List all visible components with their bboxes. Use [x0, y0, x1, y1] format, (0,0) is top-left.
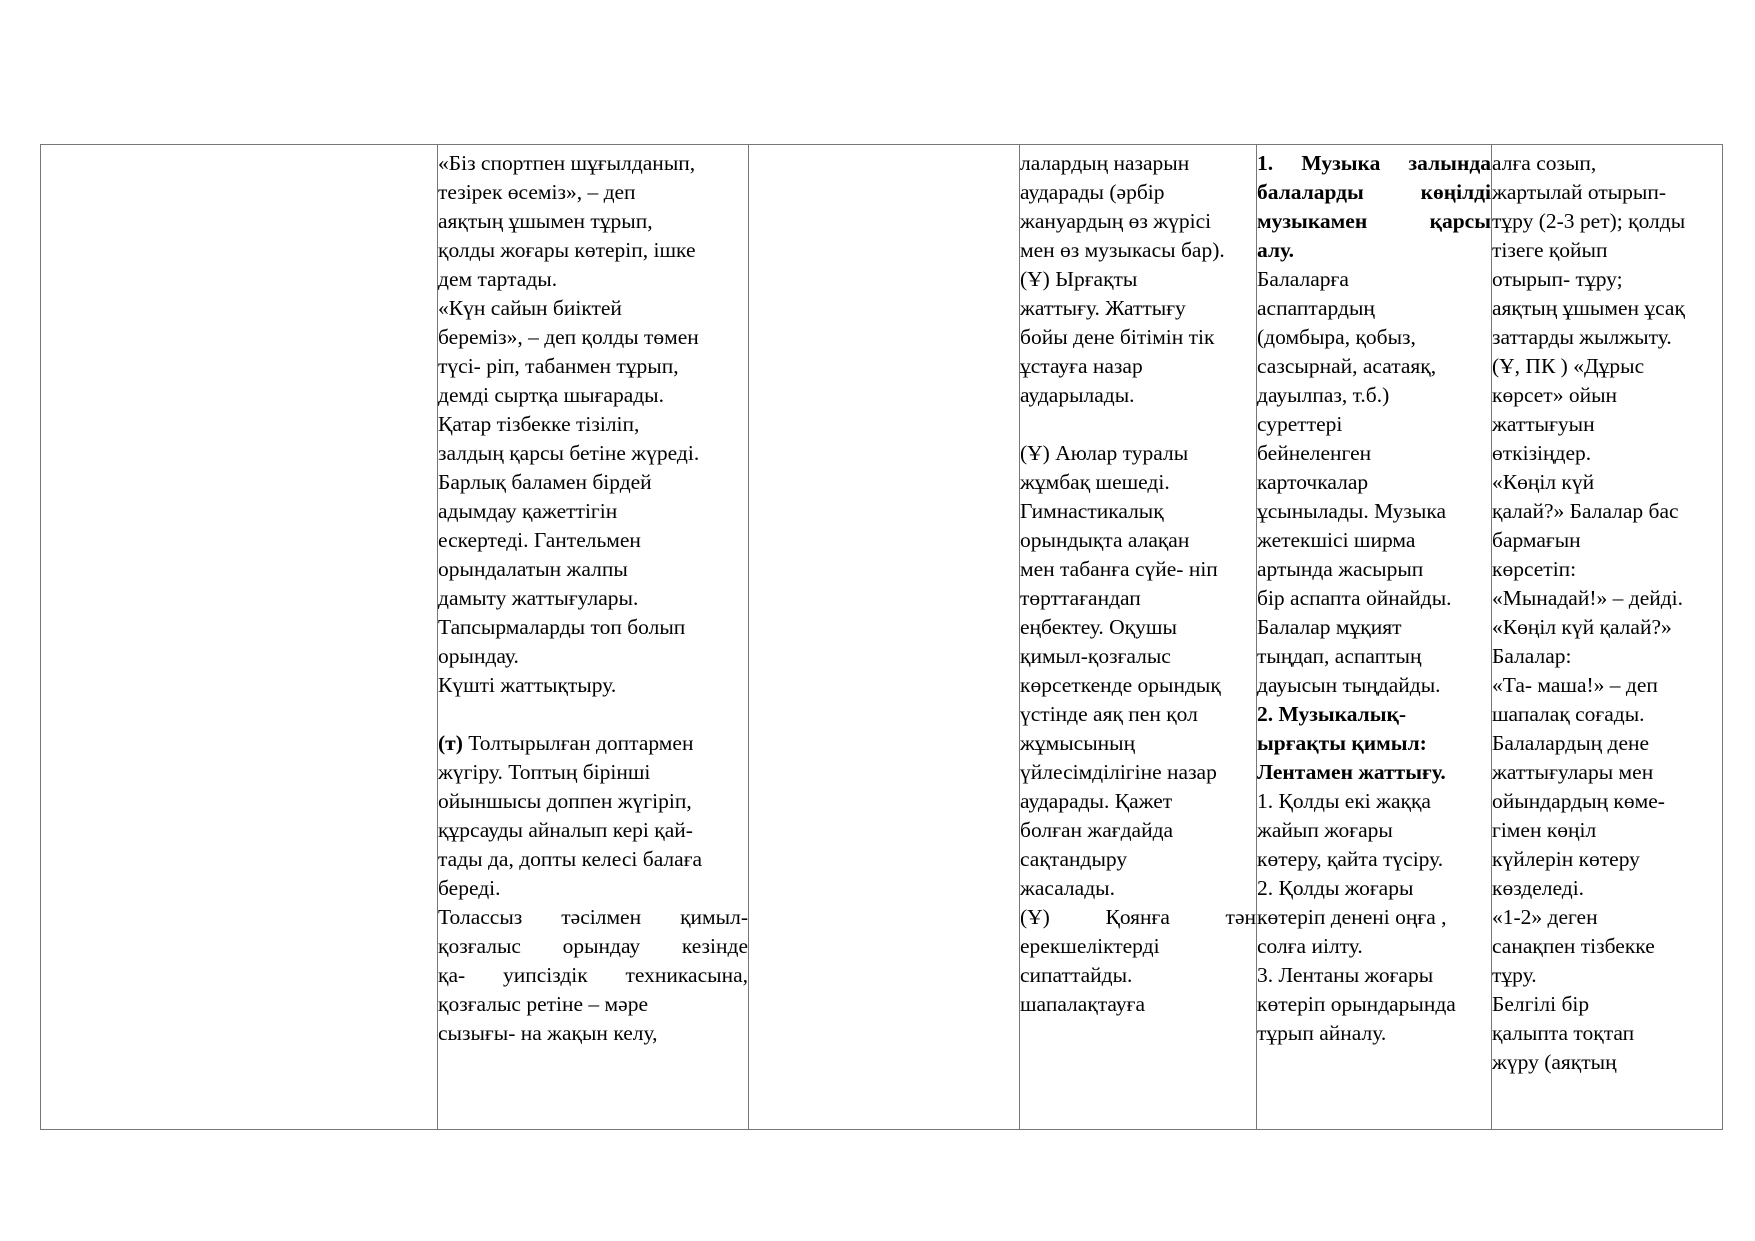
text-line [1257, 265, 1491, 294]
text-line [1492, 323, 1722, 352]
line-text: қолды жоғары көтеріп, ішке [438, 238, 696, 262]
line-text: Қатар тізбекке тізіліп, [438, 412, 640, 436]
text-line [1492, 816, 1722, 845]
line-text: (Ұ, ПК ) «Дұрыс [1492, 354, 1645, 378]
text-line [1257, 787, 1491, 816]
text-line [1257, 700, 1491, 729]
line-text: күйлерін көтеру [1492, 847, 1640, 871]
lesson-plan-table [40, 144, 1723, 1130]
text-line [1257, 468, 1491, 497]
text-line [438, 961, 748, 990]
text-line [1257, 874, 1491, 903]
text-line [1492, 845, 1722, 874]
text-line [1257, 584, 1491, 613]
text-line [1492, 961, 1722, 990]
text-line [1257, 990, 1491, 1019]
text-line [438, 729, 748, 758]
text-line [438, 352, 748, 381]
line-text: санақпен тізбекке [1492, 934, 1655, 958]
text-line [1257, 352, 1491, 381]
table-cell-col5 [1257, 145, 1492, 1130]
line-text: 1. Қолды екі жаққа [1257, 789, 1431, 813]
table-cell-col1 [41, 145, 438, 1130]
line-text: үйлесімділігіне назар [1020, 760, 1217, 784]
text-line [1020, 294, 1256, 323]
line-text: солға иілту. [1257, 934, 1363, 958]
line-text: «1-2» деген [1492, 905, 1598, 929]
line-text: «Көңіл күй [1492, 470, 1595, 494]
line-text: жұмбақ шешеді. [1020, 470, 1170, 494]
text-line [438, 613, 748, 642]
bold-text: 2. Музыкалық- [1257, 702, 1407, 726]
line-text: аударады (әрбір [1020, 180, 1165, 204]
bold-text: Лентамен жаттығу. [1257, 760, 1446, 784]
line-text: көрсеткенде орындық [1020, 673, 1221, 697]
text-line [1492, 1048, 1722, 1077]
text-line [1020, 961, 1256, 990]
text-line [1492, 526, 1722, 555]
line-text: артында жасырып [1257, 557, 1424, 581]
text-line [1492, 149, 1722, 178]
text-line [1020, 932, 1256, 961]
text-line [438, 410, 748, 439]
text-line [438, 294, 748, 323]
line-text: демді сыртқа шығарады. [438, 383, 665, 407]
text-line [1257, 903, 1491, 932]
text-line [1492, 236, 1722, 265]
line-text: ойындардың көме- [1492, 789, 1665, 813]
line-text: Белгілі бір [1492, 992, 1590, 1016]
text-line [438, 845, 748, 874]
text-line [1492, 787, 1722, 816]
text-line [1492, 1019, 1722, 1048]
line-text: аяқтың ұшымен ұсақ [1492, 296, 1685, 320]
line-text: Балалар мұқият [1257, 615, 1402, 639]
line-text: шапалақ соғады. [1492, 702, 1645, 726]
text-line [438, 1019, 748, 1048]
text-line [438, 787, 748, 816]
text-line [1257, 671, 1491, 700]
line-text: «Біз спортпен шұғылданып, [438, 151, 696, 175]
line-text: 3. Лентаны жоғары [1257, 963, 1434, 987]
text-line [1492, 468, 1722, 497]
line-text: қалыпта тоқтап [1492, 1021, 1635, 1045]
text-line [1257, 497, 1491, 526]
line-text: тұру (2-3 рет); қолды [1492, 209, 1686, 233]
table-cell-col2 [438, 145, 749, 1130]
line-text: «Көңіл күй қалай?» [1492, 615, 1672, 639]
text-line [1257, 961, 1491, 990]
text-line [438, 207, 748, 236]
line-text: жаттығуын [1492, 412, 1595, 436]
text-line [1020, 990, 1256, 1019]
line-text: Толтырылған доптармен [462, 731, 694, 755]
line-text: сазсырнай, асатаяқ, [1257, 354, 1437, 378]
line-text: «Та- маша!» – деп [1492, 673, 1658, 697]
line-text: төрттағандап [1020, 586, 1141, 610]
line-text: (Ұ) Аюлар туралы [1020, 441, 1189, 465]
text-line [1257, 613, 1491, 642]
line-text: тізеге қойып [1492, 238, 1608, 262]
text-line [1257, 178, 1491, 207]
text-line [1492, 381, 1722, 410]
text-line [1257, 845, 1491, 874]
line-text: Күшті жаттықтыру. [438, 673, 617, 697]
line-text: мен өз музыкасы бар). [1020, 238, 1225, 262]
text-line [1492, 932, 1722, 961]
line-text: бейнеленген [1257, 441, 1372, 465]
line-text: Толассыз тәсілмен қимыл- [438, 905, 748, 929]
line-text: жайып жоғары [1257, 818, 1393, 842]
text-line [438, 816, 748, 845]
text-line [1020, 352, 1256, 381]
text-line [1020, 816, 1256, 845]
text-line [1257, 555, 1491, 584]
line-text: көрсет» ойын [1492, 383, 1618, 407]
line-text: түсі- ріп, табанмен тұрып, [438, 354, 679, 378]
text-line [1020, 497, 1256, 526]
blank-line [438, 700, 748, 729]
text-line [438, 439, 748, 468]
line-text: көтеріп орындарында [1257, 992, 1456, 1016]
text-line [1492, 990, 1722, 1019]
text-line [1020, 729, 1256, 758]
text-line [438, 497, 748, 526]
line-text: жұмысының [1020, 731, 1136, 755]
text-line [1257, 207, 1491, 236]
line-text: дем тартады. [438, 267, 558, 291]
text-line [1492, 903, 1722, 932]
text-line [1257, 323, 1491, 352]
line-text: қалай?» Балалар бас [1492, 499, 1679, 523]
text-line [438, 265, 748, 294]
line-text: қа- уипсіздік техникасына, [438, 963, 748, 987]
line-text: алға созып, [1492, 151, 1597, 175]
text-line [1257, 294, 1491, 323]
text-line [438, 555, 748, 584]
text-line [1492, 729, 1722, 758]
line-text: Гимнастикалық [1020, 499, 1164, 523]
line-text: жартылай отырып- [1492, 180, 1667, 204]
line-text: (Ұ) Ырғақты [1020, 267, 1138, 291]
line-text: дауылпаз, т.б.) [1257, 383, 1390, 407]
line-text: өткізіңдер. [1492, 441, 1592, 465]
text-line [1020, 613, 1256, 642]
text-line [1492, 410, 1722, 439]
line-text: қозғалыс орындау кезінде [438, 934, 748, 958]
text-line [438, 149, 748, 178]
text-line [1257, 729, 1491, 758]
line-text: Балалар: [1492, 644, 1572, 668]
line-text: орындалатын жалпы [438, 557, 628, 581]
text-line [1020, 700, 1256, 729]
line-text: лалардың назарын [1020, 151, 1190, 175]
text-line [1020, 787, 1256, 816]
line-text: береді. [438, 876, 501, 900]
line-text: ойыншысы доппен жүгіріп, [438, 789, 692, 813]
text-line [1492, 497, 1722, 526]
bold-text: музыкамен қарсы [1257, 209, 1491, 233]
text-line [1020, 178, 1256, 207]
line-text: ерекшеліктерді [1020, 934, 1160, 958]
text-line [1257, 149, 1491, 178]
line-text: болған жағдайда [1020, 818, 1174, 842]
text-line [438, 874, 748, 903]
text-line [1492, 613, 1722, 642]
table-cell-col3 [749, 145, 1020, 1130]
line-text: карточкалар [1257, 470, 1369, 494]
line-text: көзделеді. [1492, 876, 1585, 900]
line-text: құрсауды айналып кері қай- [438, 818, 693, 842]
text-line [1257, 381, 1491, 410]
text-line [1020, 236, 1256, 265]
line-text: жетекшісі ширма [1257, 528, 1416, 552]
text-line [1492, 758, 1722, 787]
line-text: ұсынылады. Музыка [1257, 499, 1447, 523]
line-text: суреттері [1257, 412, 1343, 436]
text-line [1020, 584, 1256, 613]
line-text: еңбектеу. Оқушы [1020, 615, 1177, 639]
line-text: мен табанға сүйе- ніп [1020, 557, 1218, 581]
bold-text: алу. [1257, 238, 1294, 262]
line-text: бір аспапта ойнайды. [1257, 586, 1452, 610]
line-text: тыңдап, аспаптың [1257, 644, 1422, 668]
line-text: отырып- тұру; [1492, 267, 1623, 291]
bold-text: (т) [438, 731, 463, 755]
line-text: (Ұ) Қоянға тән [1020, 905, 1256, 929]
text-line [1257, 439, 1491, 468]
text-line [1020, 642, 1256, 671]
text-line [1492, 352, 1722, 381]
line-text: бойы дене бітімін тік [1020, 325, 1215, 349]
text-line [1492, 178, 1722, 207]
text-line [1492, 642, 1722, 671]
text-line [438, 758, 748, 787]
text-line [438, 671, 748, 700]
text-line [438, 903, 748, 932]
line-text: заттарды жылжыту. [1492, 325, 1672, 349]
line-text: тұру. [1492, 963, 1537, 987]
line-text: қимыл-қозғалыс [1020, 644, 1171, 668]
line-text: ұстауға назар [1020, 354, 1143, 378]
bold-text: ырғақты қимыл: [1257, 731, 1427, 755]
line-text: аяқтың ұшымен тұрып, [438, 209, 653, 233]
text-line [1020, 323, 1256, 352]
text-line [438, 526, 748, 555]
line-text: жүгіру. Топтың бірінші [438, 760, 651, 784]
table-row [41, 145, 1723, 1130]
text-line [1020, 758, 1256, 787]
line-text: сипаттайды. [1020, 963, 1133, 987]
line-text: жүру (аяқтың [1492, 1050, 1617, 1074]
text-line [1020, 381, 1256, 410]
line-text: (домбыра, қобыз, [1257, 325, 1416, 349]
line-text: қозғалыс ретіне – мәре [438, 992, 648, 1016]
text-line [1257, 642, 1491, 671]
text-line [1020, 439, 1256, 468]
text-line [1020, 526, 1256, 555]
line-text: жаттығу. Жаттығу [1020, 296, 1186, 320]
line-text: ескертеді. Гантельмен [438, 528, 641, 552]
text-line [1492, 671, 1722, 700]
text-line [438, 584, 748, 613]
line-text: гімен көңіл [1492, 818, 1597, 842]
table-cell-col6 [1492, 145, 1723, 1130]
line-text: аударады. Қажет [1020, 789, 1173, 813]
line-text: жаттығулары мен [1492, 760, 1654, 784]
line-text: үстінде аяқ пен қол [1020, 702, 1198, 726]
text-line [438, 468, 748, 497]
line-text: тезірек өсеміз», – деп [438, 180, 636, 204]
text-line [1492, 439, 1722, 468]
text-line [438, 236, 748, 265]
text-line [438, 381, 748, 410]
line-text: дауысын тыңдайды. [1257, 673, 1441, 697]
line-text: шапалақтауға [1020, 992, 1145, 1016]
line-text: «Күн сайын биіктей [438, 296, 622, 320]
text-line [438, 323, 748, 352]
line-text: дамыту жаттығулары. [438, 586, 639, 610]
line-text: бармағын [1492, 528, 1581, 552]
text-line [1492, 584, 1722, 613]
line-text: сызығы- на жақын келу, [438, 1021, 658, 1045]
text-line [1492, 207, 1722, 236]
text-line [1020, 874, 1256, 903]
text-line [1257, 236, 1491, 265]
text-line [1257, 758, 1491, 787]
bold-text: 1. Музыка залында [1257, 151, 1491, 175]
line-text: адымдау қажеттігін [438, 499, 618, 523]
text-line [438, 642, 748, 671]
line-text: аспаптардың [1257, 296, 1375, 320]
text-line [438, 990, 748, 1019]
line-text: көтеру, қайта түсіру. [1257, 847, 1444, 871]
line-text: тады да, допты келесі балаға [438, 847, 703, 871]
text-line [1492, 265, 1722, 294]
text-line [1020, 671, 1256, 700]
line-text: Тапсырмаларды топ болып [438, 615, 686, 639]
line-text: жасалады. [1020, 876, 1115, 900]
text-line [1257, 932, 1491, 961]
line-text: орындау. [438, 644, 519, 668]
text-line [1492, 294, 1722, 323]
text-line [1492, 700, 1722, 729]
text-line [1020, 468, 1256, 497]
text-line [438, 178, 748, 207]
line-text: сақтандыру [1020, 847, 1128, 871]
line-text: көрсетіп: [1492, 557, 1577, 581]
line-text: орындықта алақан [1020, 528, 1190, 552]
line-text: 2. Қолды жоғары [1257, 876, 1414, 900]
line-text: көтеріп денені оңға , [1257, 905, 1447, 929]
line-text: береміз», – деп қолды төмен [438, 325, 699, 349]
text-line [1020, 149, 1256, 178]
text-line [1257, 410, 1491, 439]
line-text: Барлық баламен бірдей [438, 470, 652, 494]
text-line [1020, 207, 1256, 236]
table-cell-col4 [1020, 145, 1257, 1130]
text-line [438, 932, 748, 961]
bold-text: балаларды көңілді [1257, 180, 1491, 204]
line-text: жануардың өз жүрісі [1020, 209, 1212, 233]
line-text: Балалардың дене [1492, 731, 1650, 755]
line-text: залдың қарсы бетіне жүреді. [438, 441, 700, 465]
text-line [1257, 526, 1491, 555]
text-line [1492, 555, 1722, 584]
text-line [1020, 903, 1256, 932]
text-line [1020, 265, 1256, 294]
line-text: «Мынадай!» – дейді. [1492, 586, 1684, 610]
blank-line [1020, 410, 1256, 439]
line-text: Балаларға [1257, 267, 1349, 291]
line-text: тұрып айналу. [1257, 1021, 1387, 1045]
text-line [1257, 1019, 1491, 1048]
text-line [1492, 874, 1722, 903]
text-line [1257, 816, 1491, 845]
text-line [1020, 555, 1256, 584]
line-text: аударылады. [1020, 383, 1135, 407]
text-line [1020, 845, 1256, 874]
